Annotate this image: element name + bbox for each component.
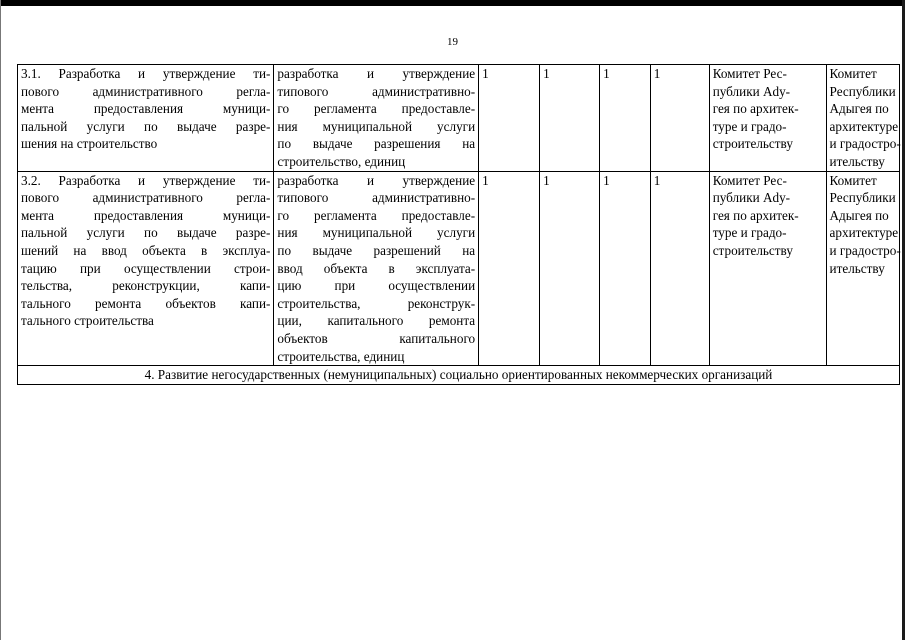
value-cell: 1 <box>479 171 540 366</box>
scan-top-border <box>0 0 905 6</box>
text-line: Республики <box>829 83 896 99</box>
text-line: архитектуре <box>829 118 899 134</box>
text-line: туре и градо- <box>712 118 787 134</box>
text-line: мента предоставления муници- <box>21 101 271 117</box>
text-line: тального ремонта объектов капи- <box>21 295 271 311</box>
text-line: Комитет Рес- <box>712 66 787 81</box>
section-heading: 4. Развитие негосударственных (немуниципальных) социально ориентированных некоммерческих организаций <box>18 366 900 385</box>
text-line: по выдаче разрешения на <box>277 136 476 152</box>
value-cell: 1 <box>650 65 709 172</box>
text-line: по выдаче разрешений на <box>277 242 476 258</box>
text-line: мента предоставления муници- <box>21 207 271 223</box>
text-line: пового административного регла- <box>21 190 271 206</box>
text-line: пальной услуги по выдаче разре- <box>21 118 271 134</box>
text-line: Республики <box>829 190 896 206</box>
text-line: го регламента предоставле- <box>277 101 476 117</box>
text-line: и градостро- <box>829 136 901 152</box>
value-cell: 1 <box>540 65 600 172</box>
text-line: пового административного регла- <box>21 83 271 99</box>
text-line: архитектуре <box>829 225 899 241</box>
text-line: строительства, реконструк- <box>277 295 476 311</box>
text-line: публики Ady- <box>712 83 791 99</box>
scan-left-edge <box>0 0 1 640</box>
text-line: гея по архитек- <box>712 101 799 117</box>
text-line: строительство, единиц <box>277 153 406 169</box>
value-cell: 1 <box>540 171 600 366</box>
value-cell: 1 <box>650 171 709 366</box>
executor-cell <box>709 171 826 366</box>
text-line: Комитет Рес- <box>712 172 787 188</box>
responsible-cell <box>826 171 899 366</box>
text-line: тельства, реконструкции, капи- <box>21 278 271 294</box>
table-body <box>18 65 900 385</box>
text-line: Комитет <box>829 172 877 188</box>
measure-description-cell <box>18 171 274 366</box>
indicator-cell <box>274 65 479 172</box>
responsible-cell <box>826 65 899 172</box>
value-cell: 1 <box>600 65 651 172</box>
table-row <box>18 65 900 172</box>
text-line: Комитет <box>829 66 877 81</box>
text-line: тального строительства <box>21 313 154 329</box>
table-row <box>18 171 900 366</box>
text-line: тацию при осуществлении строи- <box>21 260 271 276</box>
text-line: 3.1. Разработка и утверждение ти- <box>21 66 271 81</box>
text-line: Адыгея по <box>829 207 889 223</box>
text-line: типового административно- <box>277 83 476 99</box>
text-line: ительству <box>829 260 885 276</box>
text-line: шения на строительство <box>21 136 158 152</box>
text-line: Адыгея по <box>829 101 889 117</box>
text-line: разработка и утверждение <box>277 172 476 188</box>
text-line: ции, капитального ремонта <box>277 313 476 329</box>
text-line: строительства, единиц <box>277 348 405 364</box>
text-line: гея по архитек- <box>712 207 799 223</box>
executor-cell <box>709 65 826 172</box>
text-line: ввод объекта в эксплуата- <box>277 260 476 276</box>
text-line: разработка и утверждение <box>277 66 476 81</box>
text-line: строительству <box>712 136 793 152</box>
section-heading-row <box>18 366 900 385</box>
text-line: ния муниципальной услуги <box>277 225 476 241</box>
text-line: шений на ввод объекта в эксплуа- <box>21 242 271 258</box>
text-line: ния муниципальной услуги <box>277 118 476 134</box>
value-cell: 1 <box>479 65 540 172</box>
text-line: 3.2. Разработка и утверждение ти- <box>21 172 271 188</box>
indicator-cell <box>274 171 479 366</box>
text-line: типового административно- <box>277 190 476 206</box>
text-line: и градостро- <box>829 242 901 258</box>
text-line: пальной услуги по выдаче разре- <box>21 225 271 241</box>
text-line: цию при осуществлении <box>277 278 476 294</box>
text-line: публики Ady- <box>712 190 791 206</box>
text-line: ительству <box>829 153 885 169</box>
value-cell: 1 <box>600 171 651 366</box>
page-number: 19 <box>447 36 458 48</box>
measures-table <box>17 64 900 385</box>
text-line: туре и градо- <box>712 225 787 241</box>
text-line: го регламента предоставле- <box>277 207 476 223</box>
text-line: строительству <box>712 242 793 258</box>
measure-description-cell <box>18 65 274 172</box>
text-line: объектов капитального <box>277 330 476 346</box>
